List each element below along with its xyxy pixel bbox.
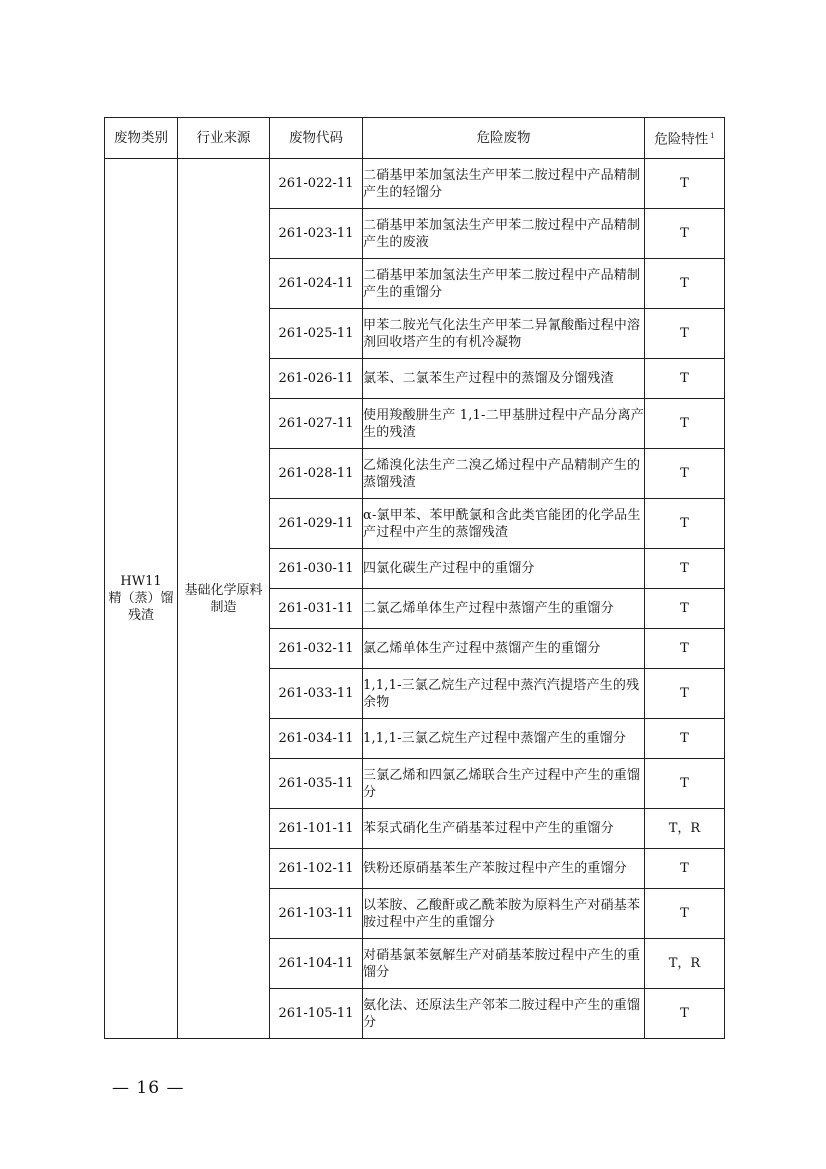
waste-code-cell: 261-029-11 [270,499,363,549]
hazard-property-cell: T [645,629,725,669]
hazard-property-cell: T [645,719,725,759]
hazard-property-cell: T，R [645,939,725,989]
category-text: HW11 [120,574,162,589]
waste-code-cell: 261-025-11 [270,309,363,359]
waste-description-cell: 1,1,1-三氯乙烷生产过程中蒸馏产生的重馏分 [363,719,645,759]
waste-code-cell: 261-024-11 [270,259,363,309]
waste-description-cell: 二氯乙烯单体生产过程中蒸馏产生的重馏分 [363,589,645,629]
hazard-property-cell: T [645,589,725,629]
hazard-property-cell: T [645,159,725,209]
hazard-property-cell: T [645,259,725,309]
waste-code-cell: 261-034-11 [270,719,363,759]
category-text: 精（蒸）馏 [108,591,174,606]
waste-description-cell: 二硝基甲苯加氢法生产甲苯二胺过程中产品精制产生的轻馏分 [363,159,645,209]
waste-code-cell: 261-030-11 [270,549,363,589]
hazard-property-cell: T [645,209,725,259]
header-code: 废物代码 [270,118,363,159]
hazard-property-cell: T [645,399,725,449]
hazard-property-cell: T [645,309,725,359]
waste-description-cell: 铁粉还原硝基苯生产苯胺过程中产生的重馏分 [363,849,645,889]
table-row [105,159,725,209]
hazard-property-cell: T [645,449,725,499]
source-text: 制造 [210,599,237,615]
waste-description-cell: 四氯化碳生产过程中的重馏分 [363,549,645,589]
waste-description-cell: 苯泵式硝化生产硝基苯过程中产生的重馏分 [363,809,645,849]
waste-description-cell: 甲苯二胺光气化法生产甲苯二异氰酸酯过程中溶剂回收塔产生的有机冷凝物 [363,309,645,359]
waste-code-cell: 261-022-11 [270,159,363,209]
waste-category-cell [105,159,178,1039]
waste-description-cell: 二硝基甲苯加氢法生产甲苯二胺过程中产品精制产生的重馏分 [363,259,645,309]
waste-description-cell: 氨化法、还原法生产邻苯二胺过程中产生的重馏分 [363,989,645,1039]
waste-code-cell: 261-105-11 [270,989,363,1039]
waste-description-cell: 使用羧酸肼生产 1,1-二甲基肼过程中产品分离产生的残渣 [363,399,645,449]
waste-description-cell: 1,1,1-三氯乙烷生产过程中蒸汽汽提塔产生的残余物 [363,669,645,719]
hazard-property-cell: T [645,759,725,809]
waste-description-cell: 乙烯溴化法生产二溴乙烯过程中产品精制产生的蒸馏残渣 [363,449,645,499]
hazard-property-cell: T，R [645,809,725,849]
hazard-property-cell: T [645,889,725,939]
hazardous-waste-table [104,117,725,1039]
waste-code-cell: 261-027-11 [270,399,363,449]
waste-code-cell: 261-032-11 [270,629,363,669]
waste-code-cell: 261-028-11 [270,449,363,499]
waste-code-cell: 261-035-11 [270,759,363,809]
hazard-property-cell: T [645,359,725,399]
waste-description-cell: 三氯乙烯和四氯乙烯联合生产过程中产生的重馏分 [363,759,645,809]
page-number: — 16 — [112,1078,185,1098]
waste-code-cell: 261-026-11 [270,359,363,399]
hazard-property-cell: T [645,499,725,549]
waste-description-cell: 对硝基氯苯氨解生产对硝基苯胺过程中产生的重馏分 [363,939,645,989]
header-source: 行业来源 [178,118,270,159]
waste-description-cell: 氯苯、二氯苯生产过程中的蒸馏及分馏残渣 [363,359,645,399]
waste-code-cell: 261-102-11 [270,849,363,889]
waste-code-cell: 261-023-11 [270,209,363,259]
hazard-property-cell: T [645,849,725,889]
hazard-property-cell: T [645,669,725,719]
header-hazard: 危险特性 $^1$ [645,118,725,159]
category-text: 残渣 [127,608,154,623]
hazard-property-cell: T [645,989,725,1039]
footnote-marker: 1 [710,131,715,140]
header-category: 废物类别 [105,118,178,159]
waste-code-cell: 261-104-11 [270,939,363,989]
source-text: 基础化学原料 [184,582,263,598]
header-waste: 危险废物 [363,118,645,159]
waste-code-cell: 261-033-11 [270,669,363,719]
waste-code-cell: 261-101-11 [270,809,363,849]
industry-source-cell [178,159,270,1039]
table-header-row [105,118,725,159]
waste-description-cell: 氯乙烯单体生产过程中蒸馏产生的重馏分 [363,629,645,669]
hazard-property-cell: T [645,549,725,589]
waste-description-cell: 以苯胺、乙酸酐或乙酰苯胺为原料生产对硝基苯胺过程中产生的重馏分 [363,889,645,939]
waste-description-cell: α-氯甲苯、苯甲酰氯和含此类官能团的化学品生产过程中产生的蒸馏残渣 [363,499,645,549]
waste-code-cell: 261-031-11 [270,589,363,629]
waste-code-cell: 261-103-11 [270,889,363,939]
waste-description-cell: 二硝基甲苯加氢法生产甲苯二胺过程中产品精制产生的废液 [363,209,645,259]
